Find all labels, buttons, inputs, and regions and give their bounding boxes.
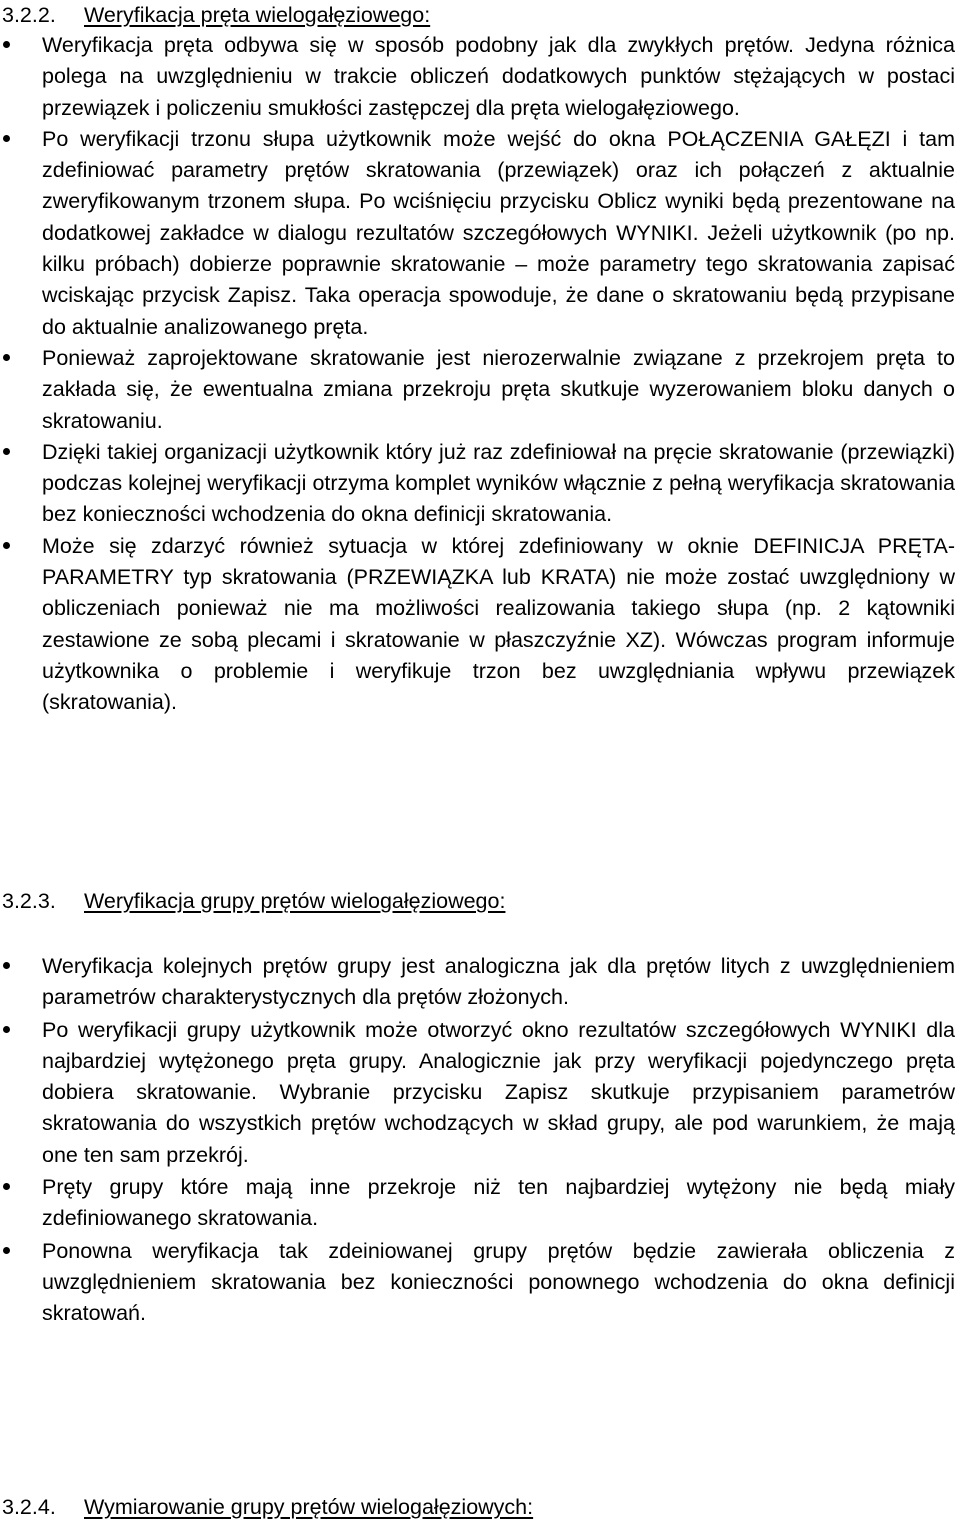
section-title: Weryfikacja grupy prętów wielogałęziowego: [84, 889, 506, 913]
section-heading-323 [2, 886, 505, 917]
list-item [0, 343, 960, 437]
paragraph-text: Ponowna weryfikacja tak zdeiniowanej grupy prętów będzie zawierała obliczenia z uwzględnieniem skratowania bez konieczności ponownego wchodzenia do okna definicji skratowań. [42, 1238, 955, 1326]
section-heading-322 [2, 0, 430, 31]
section-title: Weryfikacja pręta wielogałęziowego: [84, 3, 431, 27]
list-item [0, 1172, 960, 1235]
list-item [0, 30, 960, 124]
list-item [0, 124, 960, 343]
bullet-list-322 [0, 30, 960, 719]
list-item [0, 951, 960, 1014]
section-number: 3.2.2. [2, 3, 56, 27]
section-heading-324 [2, 1492, 533, 1523]
section-title: Wymiarowanie grupy prętów wielogałęziowych: [84, 1495, 534, 1519]
paragraph-text: Weryfikacja kolejnych prętów grupy jest analogiczna jak dla prętów litych z uwzględnieniem parametrów charakterystycznych dla prętów złożonych. [42, 954, 955, 1010]
paragraph-text: Po weryfikacji grupy użytkownik może otworzyć okno rezultatów szczegółowych WYNIKI dla najbardziej wytężonego pręta grupy. Analogicznie jak przy weryfikacji pojedynczego pręta dobiera skratowanie. Wybranie przycisku Zapisz skutkuje przypisaniem parametrów skratowania do wszystkich prętów wchodzących w skład grupy, ale pod warunkiem, że mają one ten sam przekrój. [42, 1017, 955, 1167]
list-item [0, 1236, 960, 1330]
paragraph-text: Weryfikacja pręta odbywa się w sposób podobny jak dla zwykłych prętów. Jedyna różnica polega na uwzględnieniu w trakcie obliczeń dodatkowych punktów stężających w postaci przewiązek i policzeniu smukłości zastępczej dla pręta wielogałęziowego. [42, 33, 955, 120]
paragraph-text: Dzięki takiej organizacji użytkownik który już raz zdefiniował na pręcie skratowanie (przewiązki) podczas kolejnej weryfikacji otrzyma komplet wyników włącznie z pełną weryfikacja skratowania bez konieczności wchodzenia do okna definicji skratowania. [42, 439, 955, 527]
paragraph-text: Pręty grupy które mają inne przekroje niż ten najbardziej wytężony nie będą miały zdefiniowanego skratowania. [42, 1175, 955, 1231]
section-number: 3.2.3. [2, 889, 56, 913]
paragraph-text: Po weryfikacji trzonu słupa użytkownik może wejść do okna POŁĄCZENIA GAŁĘZI i tam zdefiniować parametry prętów skratowania (przewiązek) oraz ich połączeń z aktualnie zweryfikowanym trzonem słupa. Po wciśnięciu przycisku Oblicz wyniki będą prezentowane na dodatkowej zakładce w dialogu rezultatów szczegółowych WYNIKI. Jeżeli użytkownik (po np. kilku próbach) dobierze poprawnie skratowanie – może parametry tego skratowania zapisać wciskając przycisk Zapisz. Taka operacja spowoduje, że dane o skratowaniu będą przypisane do aktualnie analizowanego pręta. [42, 126, 955, 339]
paragraph-text: Może się zdarzyć również sytuacja w której zdefiniowany w oknie DEFINICJA PRĘTA-PARAMETRY typ skratowania (PRZEWIĄZKA lub KRATA) nie może zostać uwzględniony w obliczeniach ponieważ nie ma możliwości realizowania takiego słupa (np. 2 kątowniki zestawione ze sobą plecami i skratowanie w płaszczyźnie XZ). Wówczas program informuje użytkownika o problemie i weryfikuje trzon bez uwzględniania wpływu przewiązek (skratowania). [42, 533, 955, 715]
list-item [0, 437, 960, 531]
list-item [0, 531, 960, 719]
bullet-list-323 [0, 951, 960, 1331]
section-number: 3.2.4. [2, 1495, 56, 1519]
paragraph-text: Ponieważ zaprojektowane skratowanie jest nierozerwalnie związane z przekrojem pręta to zakłada się, że ewentualna zmiana przekroju pręta skutkuje wyzerowaniem bloku danych o skratowaniu. [42, 345, 955, 433]
list-item [0, 1015, 960, 1171]
